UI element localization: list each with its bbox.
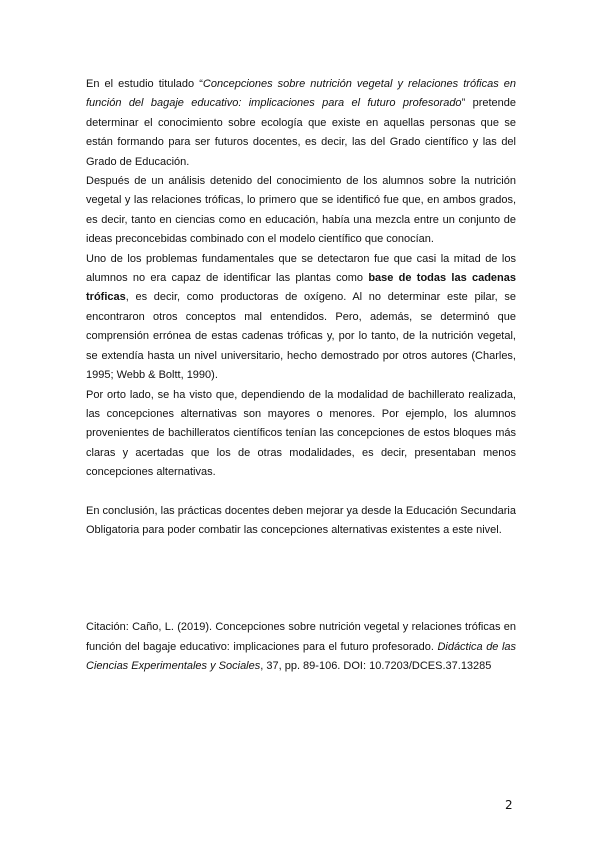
intro-text-start: En el estudio titulado “ (86, 78, 203, 90)
intro-text-end: ” pretende determinar el conocimiento sobre ecología que existe en aquellas personas que se están formando para ser futuros docentes, es decir, las del Grado científico y las del Grado de Educación. (86, 97, 516, 168)
paragraph-conclusion: En conclusión, las prácticas docentes deben mejorar ya desde la Educación Secundaria Obligatoria para poder combatir las concepciones alternativas existentes a este nivel. (86, 504, 516, 536)
problems-bold-phrase: base de todas las cadenas tróficas (86, 272, 516, 304)
citation-journal: Didáctica de las Ciencias Experimentales y Sociales (86, 640, 516, 673)
citation (86, 618, 516, 676)
citation-text-start: Citación: Caño, L. (2019). Concepciones sobre nutrición vegetal y relaciones tróficas en función del bagaje educativo: implicaciones para el futuro profesorado. (86, 621, 516, 653)
problems-text-start: Uno de los problemas fundamentales que se detectaron fue que casi la mitad de los alumnos no era capaz de identificar las plantas como (86, 252, 516, 285)
document-body (86, 75, 516, 677)
paragraph-modalities: Por orto lado, se ha visto que, dependiendo de la modalidad de bachillerato realizada, las concepciones alternativas son mayores o menores. Por ejemplo, los alumnos provenientes de bachilleratos científicos tenían las concepciones de estos bloques más claras y acertadas que los de otras modalidades, es decir, presentaban menos concepciones alternativas. (86, 388, 516, 479)
paragraph-analysis: Después de un análisis detenido del conocimiento de los alumnos sobre la nutrición vegetal y las relaciones tróficas, lo primero que se identificó fue que, en ambos grados, es decir, tanto en ciencias como en educación, había una mezcla entre un conjunto de ideas preconcebidas combinado con el modelo científico que conocían. (86, 175, 516, 246)
problems-text-end: , es decir, como productoras de oxígeno. Al no determinar este pilar, se encontraron otros conceptos mal entendidos. Pero, además, se determinó que comprensión errónea de estas cadenas tróficas y, por lo tanto, de la nutrición vegetal, se extendía hasta un nivel universitario, hecho demostrado por otros autores (Charles, 1995; Webb & Boltt, 1990). (86, 291, 516, 382)
paragraph-intro (86, 75, 516, 172)
page-number: 2 (505, 798, 513, 812)
paragraph-problems (86, 250, 516, 386)
study-title: Concepciones sobre nutrición vegetal y relaciones tróficas en función del bagaje educativo: implicaciones para el futuro profesorado (86, 78, 516, 110)
citation-text-end: , 37, pp. 89-106. DOI: 10.7203/DCES.37.13285 (260, 660, 492, 673)
